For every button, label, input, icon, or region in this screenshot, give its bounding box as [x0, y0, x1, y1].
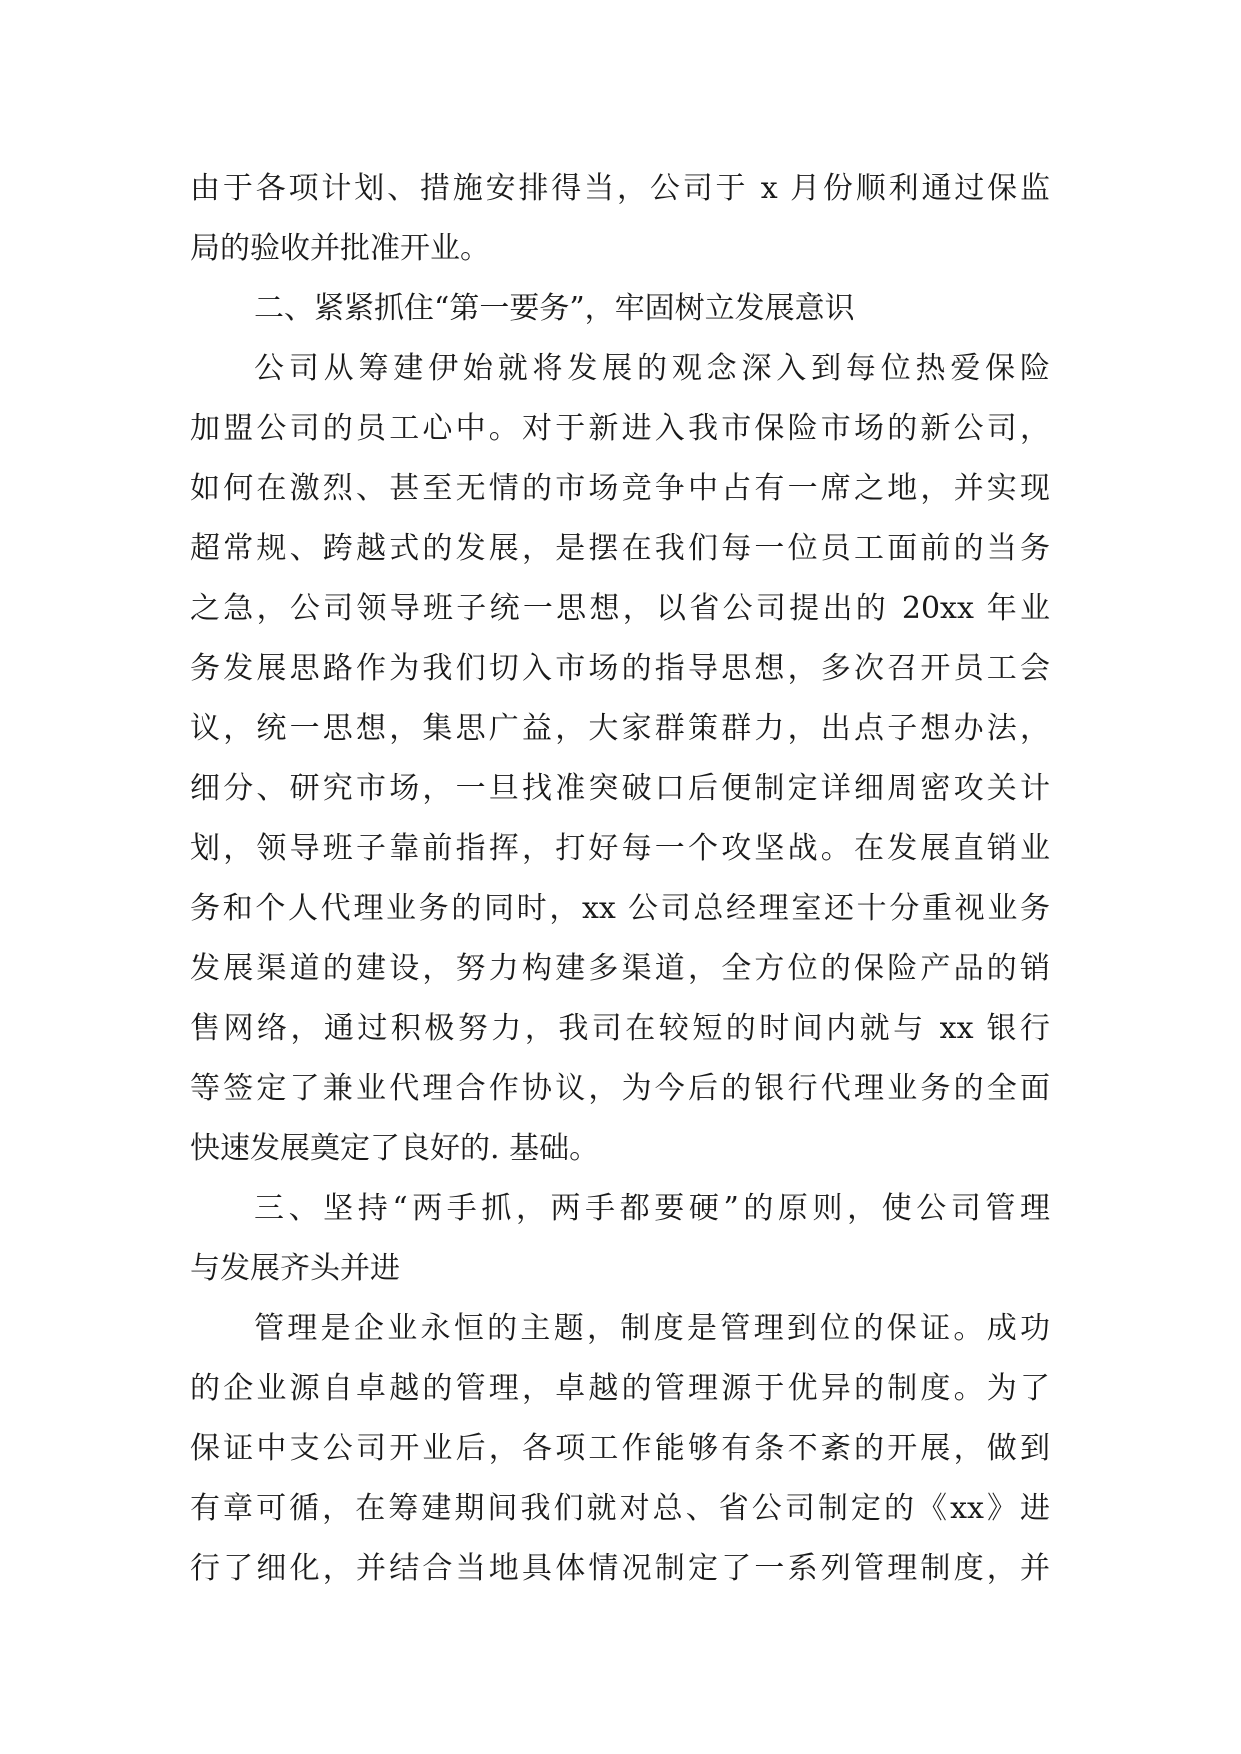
text-line: 议，统一思想，集思广益，大家群策群力，出点子想办法， — [190, 711, 1050, 746]
text-line: 售网络，通过积极努力，我司在较短的时间内就与 xx 银行 — [190, 1011, 1050, 1046]
document-page — [190, 159, 1050, 1599]
text-line: 加盟公司的员工心中。对于新进入我市保险市场的新公司， — [190, 411, 1050, 446]
text-line: 由于各项计划、措施安排得当，公司于 x 月份顺利通过保监 — [190, 171, 1050, 206]
text-line: 划，领导班子靠前指挥，打好每一个攻坚战。在发展直销业 — [190, 831, 1050, 866]
text-line: 局的验收并批准开业。 — [190, 231, 490, 266]
text-line: 的企业源自卓越的管理，卓越的管理源于优异的制度。为了 — [190, 1371, 1050, 1406]
text-line: 之急，公司领导班子统一思想，以省公司提出的 20xx 年业 — [190, 591, 1050, 626]
text-line: 行了细化，并结合当地具体情况制定了一系列管理制度，并 — [190, 1551, 1050, 1586]
text-line: 发展渠道的建设，努力构建多渠道，全方位的保险产品的销 — [190, 951, 1050, 986]
text-line: 快速发展奠定了良好的. 基础。 — [190, 1131, 600, 1166]
section-heading: 二、紧紧抓住“第一要务”，牢固树立发展意识 — [254, 291, 855, 326]
text-line: 有章可循，在筹建期间我们就对总、省公司制定的《xx》进 — [190, 1491, 1050, 1526]
text-line: 细分、研究市场，一旦找准突破口后便制定详细周密攻关计 — [190, 771, 1050, 806]
text-line: 如何在激烈、甚至无情的市场竞争中占有一席之地，并实现 — [190, 471, 1050, 506]
section-heading: 三、坚持“两手抓，两手都要硬”的原则，使公司管理 — [254, 1191, 1050, 1226]
text-line: 务发展思路作为我们切入市场的指导思想，多次召开员工会 — [190, 651, 1050, 686]
text-line: 务和个人代理业务的同时，xx 公司总经理室还十分重视业务 — [190, 891, 1050, 926]
text-line: 等签定了兼业代理合作协议，为今后的银行代理业务的全面 — [190, 1071, 1050, 1106]
section-heading-continued: 与发展齐头并进 — [190, 1251, 400, 1286]
text-line: 管理是企业永恒的主题，制度是管理到位的保证。成功 — [254, 1311, 1050, 1346]
text-line: 保证中支公司开业后，各项工作能够有条不紊的开展，做到 — [190, 1431, 1050, 1466]
text-line: 公司从筹建伊始就将发展的观念深入到每位热爱保险 — [254, 351, 1050, 386]
text-line: 超常规、跨越式的发展，是摆在我们每一位员工面前的当务 — [190, 531, 1050, 566]
